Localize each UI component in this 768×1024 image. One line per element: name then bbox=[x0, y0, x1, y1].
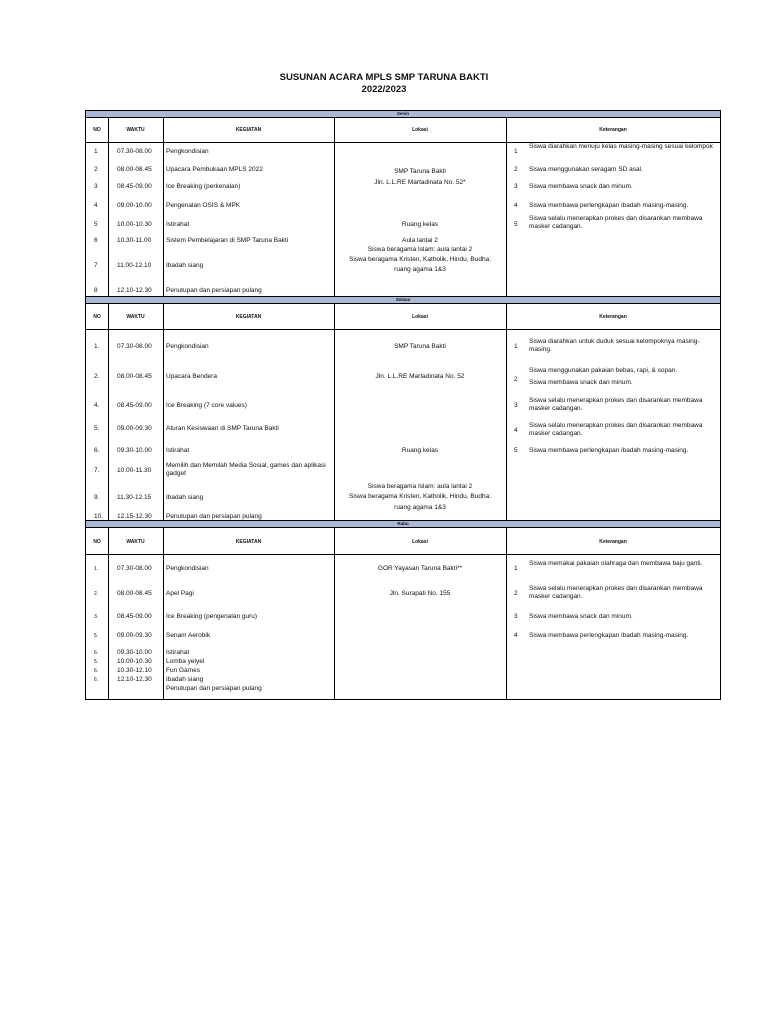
lokasi-text: Ruang kelas bbox=[401, 221, 439, 228]
col-header-no: NO bbox=[93, 314, 101, 320]
col-header-no: NO bbox=[93, 539, 101, 545]
col-header-waktu: WAKTU bbox=[126, 127, 145, 133]
day-header-selasa: Selasa bbox=[86, 297, 720, 304]
col-header-kegiatan: KEGIATAN bbox=[235, 539, 262, 545]
lokasi-text: Jln. Surapati No. 155 bbox=[389, 590, 451, 597]
col-header-keterangan: Keterangan bbox=[599, 539, 627, 545]
schedule-rabu: Rabu NO WAKTU KEGIATAN Lokasi Keterangan 1. 07.30-08.00 Pengkondisian 2. 08.00-08.45 Apel Pagi 3. 08.45-09.00 Ice Breaking (pengenalan guru) 5. 09.00-09.30 Senam Aerobik 6. 09.30-10.00 Istirahat 5. 10.00-10.30 Lomba yelyel 6. 10.30-12.10 Fun Games 6. 12.10-12.30 Ibadah siang Penutupan dan persiapan pulang GOR Yayasan Taruna Bakti** Jln. Surapati No. 155 1 Siswa memakai pakaian olahraga dan membawa baju ganti. 2 Siswa selalu menerapkan prokes dan disarankan membawa masker cadangan. 3 Siswa membawa snack dan minum. 4 Siswa membawa perlengkapan ibadah masing-masing. bbox=[85, 520, 721, 700]
lokasi-text: ruang agama 1&3 bbox=[394, 266, 446, 273]
lokasi-text: Siswa beragama Kristen, Katholik, Hindu, Budha: bbox=[349, 493, 491, 500]
col-header-keterangan: Keterangan bbox=[599, 127, 627, 133]
document-title: SUSUNAN ACARA MPLS SMP TARUNA BAKTI bbox=[279, 72, 489, 83]
col-header-waktu: WAKTU bbox=[126, 314, 145, 320]
schedule-selasa: Selasa NO WAKTU KEGIATAN Lokasi Keterangan 1. 07.30-08.00 Pengkondisian 2. 08.00-08.45 Upacara Bendera 4. 08.45-09.00 Ice Breaking (7 core values) 5. 09.00-09.30 Aturan Kesiswaan di SMP Taruna Bakti 6. 09.30-10.00 Istirahat 7. 10.00-11.30 Memilih dan Memilah Media Sosial, games dan aplikasi gadget 9. 11.30-12.15 Ibadah siang 10. 12.15-12.30 Penutupan dan persiapan pulang SMP Taruna Bakti Jln. L.L.RE Martadinata No. 52 Ruang kelas Siswa beragama Islam: aula lantai 2 Siswa beragama Kristen, Katholik, Hindu, Budha: ruang agama 1&3 1 Siswa diarahkan untuk duduk sesuai kelompoknya masing-masing. 2 Siswa menggunakan pakaian bebas, rapi, & sopan. Siswa membawa snack dan minum. 3 Siswa selalu menerapkan prokes dan disarankan membawa masker cadangan. 4 Siswa selalu menerapkan prokes dan disarankan membawa masker cadangan. 5 Siswa membawa perlengkapan ibadah masing-masing. bbox=[85, 296, 721, 522]
schedule-senin: Senin NO WAKTU KEGIATAN Lokasi Keterangan 1 07.30-08.00 Pengkondisian 2 08.00-08.45 Upacara Pembukaan MPLS 2022 3 08.45-09.00 Ice Breaking (perkenalan) 4 09.00-10.00 Pengenalan OSIS & MPK 5 10.00-10.30 Istirahat 6 10.30-11.00 Sistem Pembelajaran di SMP Taruna Bakti 7 11.00-12.10 Ibadah siang 8 12.10-12.30 Penutupan dan persiapan pulang SMP Taruna Bakti Jln. L.L.RE Martadinata No. 52* Ruang kelas Aula lantai 2 Siswa beragama Islam: aula lantai 2 Siswa beragama Kristen, Katholik, Hindu, Budha: ruang agama 1&3 1 Siswa diarahkan menuju kelas masing-masing sesuai kelompok 2 Siswa menggunakan seragam SD asal. 3 Siswa membawa snack dan minum. 4 Siswa membawa perlengkapan ibadah masing-masing. 5 Siswa selalu menerapkan prokes dan disarankan membawa masker cadangan. bbox=[85, 110, 721, 299]
col-header-no: NO bbox=[93, 127, 101, 133]
col-header-kegiatan: KEGIATAN bbox=[235, 314, 262, 320]
lokasi-text: ruang agama 1&3 bbox=[394, 504, 446, 511]
lokasi-text: Siswa beragama Kristen, Katholik, Hindu, Budha: bbox=[349, 256, 491, 263]
lokasi-text: Jln. L.L.RE Martadinata No. 52 bbox=[375, 373, 465, 380]
day-header-senin: Senin bbox=[86, 111, 720, 118]
lokasi-text: SMP Taruna Bakti bbox=[394, 168, 446, 175]
lokasi-text: GOR Yayasan Taruna Bakti** bbox=[377, 565, 463, 572]
col-header-waktu: WAKTU bbox=[126, 539, 145, 545]
document-year: 2022/2023 bbox=[361, 84, 407, 95]
lokasi-text: Ruang kelas bbox=[401, 447, 439, 454]
col-header-lokasi: Lokasi bbox=[412, 314, 428, 320]
lokasi-text: Siswa beragama Islam: aula lantai 2 bbox=[367, 483, 473, 490]
col-header-lokasi: Lokasi bbox=[412, 539, 428, 545]
lokasi-text: Jln. L.L.RE Martadinata No. 52* bbox=[374, 179, 466, 186]
col-header-keterangan: Keterangan bbox=[599, 314, 627, 320]
lokasi-text: Siswa beragama Islam: aula lantai 2 bbox=[367, 246, 473, 253]
lokasi-text: SMP Taruna Bakti bbox=[394, 343, 446, 350]
day-header-rabu: Rabu bbox=[86, 521, 720, 528]
lokasi-text: Aula lantai 2 bbox=[402, 237, 438, 244]
col-header-kegiatan: KEGIATAN bbox=[235, 127, 262, 133]
col-header-lokasi: Lokasi bbox=[412, 127, 428, 133]
